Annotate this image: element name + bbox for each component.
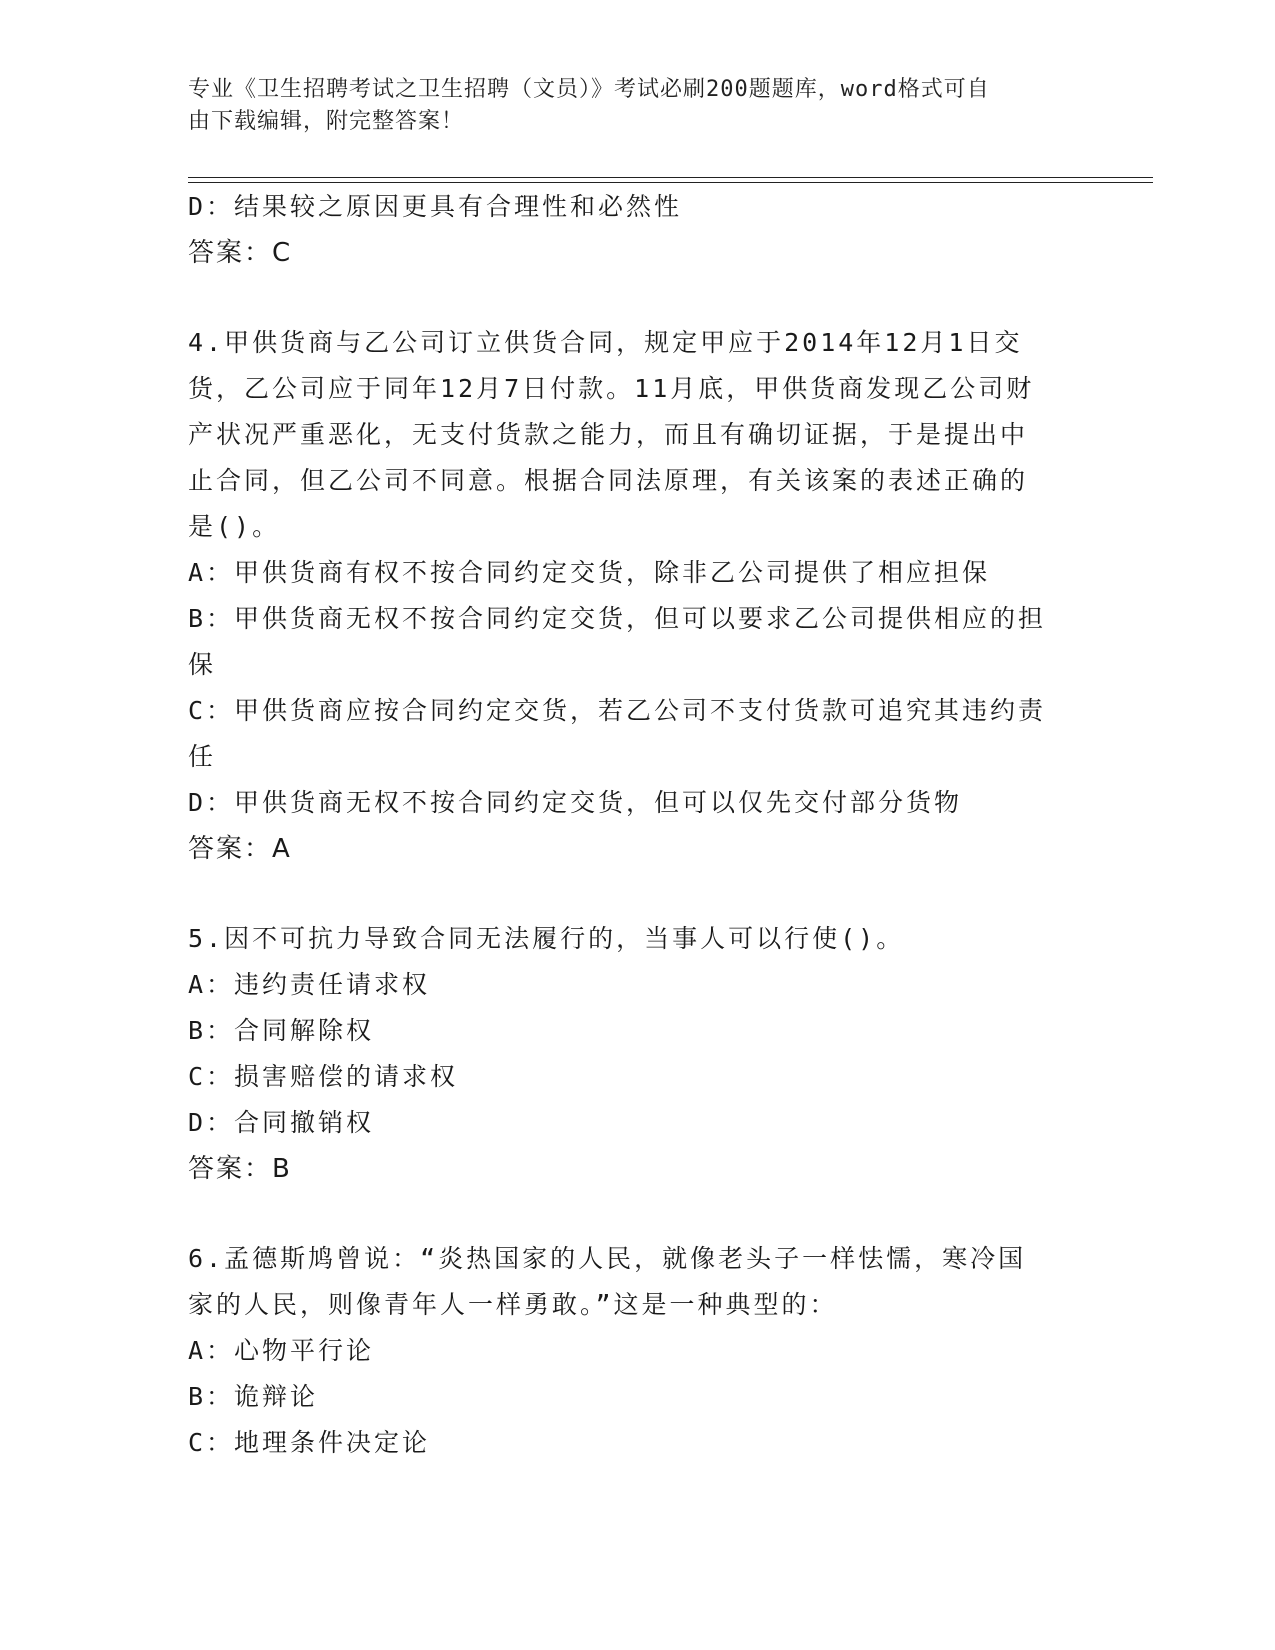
answer-label: 答案：C <box>188 238 293 268</box>
question-stem-line: 4.甲供货商与乙公司订立供货合同，规定甲应于2014年12月1日交 <box>188 328 1023 357</box>
question-4 <box>188 320 1078 872</box>
answer-label: 答案：B <box>188 1154 292 1184</box>
question-stem-line: 止合同，但乙公司不同意。根据合同法原理，有关该案的表述正确的 <box>188 466 1029 495</box>
option-b: B：合同解除权 <box>188 1016 375 1045</box>
question-stem: 5.因不可抗力导致合同无法履行的，当事人可以行使()。 <box>188 924 905 953</box>
question-stem-line: 产状况严重恶化，无支付货款之能力，而且有确切证据，于是提出中 <box>188 420 1029 449</box>
option-a: A：甲供货商有权不按合同约定交货，除非乙公司提供了相应担保 <box>188 558 991 587</box>
option-a: A：心物平行论 <box>188 1336 375 1365</box>
header-line-2: 由下载编辑，附完整答案！ <box>188 109 465 134</box>
question-stem-line: 6.孟德斯鸠曾说：“炎热国家的人民，就像老头子一样怯懦，寒冷国 <box>188 1244 1027 1273</box>
answer-label: 答案：A <box>188 834 292 864</box>
question-stem-line: 货，乙公司应于同年12月7日付款。11月底，甲供货商发现乙公司财 <box>188 374 1035 403</box>
option-a: A：违约责任请求权 <box>188 970 431 999</box>
option-b-continued: 保 <box>188 650 217 679</box>
question-6 <box>188 1236 1078 1466</box>
question-3 <box>188 184 1078 276</box>
document-header <box>188 74 1068 138</box>
option-c: C：地理条件决定论 <box>188 1428 431 1457</box>
question-5 <box>188 916 1078 1192</box>
option-d: D：甲供货商无权不按合同约定交货，但可以仅先交付部分货物 <box>188 788 963 817</box>
option-b: B：甲供货商无权不按合同约定交货，但可以要求乙公司提供相应的担 <box>188 604 1047 633</box>
document-body <box>188 184 1078 1466</box>
question-stem-line: 是()。 <box>188 512 281 541</box>
header-rule-top <box>188 177 1153 178</box>
header-rule-bottom <box>188 182 1153 183</box>
option-b: B：诡辩论 <box>188 1382 319 1411</box>
option-c: C：甲供货商应按合同约定交货，若乙公司不支付货款可追究其违约责 <box>188 696 1047 725</box>
option-c-continued: 任 <box>188 742 217 771</box>
question-stem-line: 家的人民，则像青年人一样勇敢。”这是一种典型的： <box>188 1290 838 1319</box>
header-line-1: 专业《卫生招聘考试之卫生招聘（文员）》考试必刷200题题库，word格式可自 <box>188 77 990 102</box>
option-d: D：合同撤销权 <box>188 1108 375 1137</box>
option-d: D：结果较之原因更具有合理性和必然性 <box>188 192 683 221</box>
option-c: C：损害赔偿的请求权 <box>188 1062 459 1091</box>
